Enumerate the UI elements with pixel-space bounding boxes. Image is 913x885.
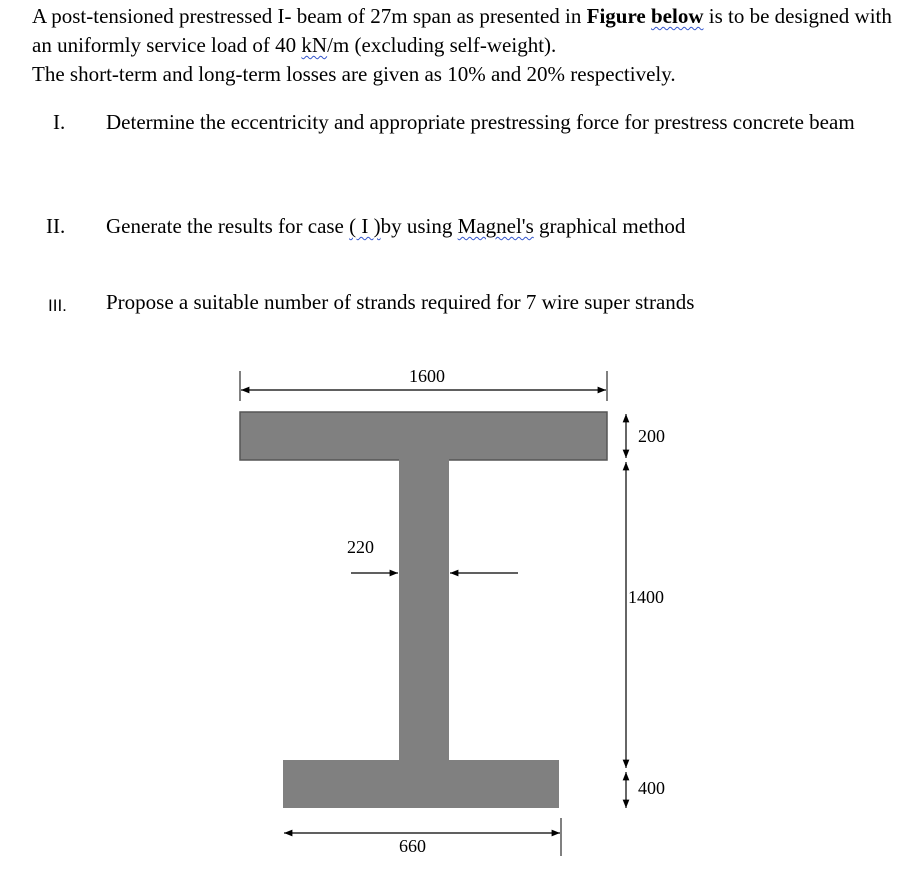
label-bottom-flange-depth: 400 bbox=[638, 778, 665, 798]
question-2-number: II. bbox=[46, 214, 66, 238]
statement-part-2: is to be designed with an uniformly service load of 40 bbox=[32, 4, 892, 57]
kn-word: kN bbox=[301, 33, 328, 57]
bottom-flange bbox=[283, 760, 559, 808]
statement-part-3: /m (excluding self-weight). bbox=[327, 33, 557, 57]
question-2-part-b: by using bbox=[380, 214, 458, 238]
magnel-word: Magnel's bbox=[457, 214, 534, 238]
case-reference: ( I ) bbox=[349, 214, 381, 238]
dimension-vertical bbox=[626, 414, 665, 808]
dimension-top-flange-width bbox=[240, 366, 607, 401]
top-flange bbox=[240, 412, 607, 460]
question-1-text: Determine the eccentricity and appropriate prestressing force for prestress concrete beam bbox=[106, 110, 855, 134]
question-1-number: I. bbox=[53, 110, 66, 134]
label-top-flange-depth: 200 bbox=[638, 426, 665, 446]
below-word: below bbox=[650, 4, 704, 28]
question-3-text: Propose a suitable number of strands required for 7 wire super strands bbox=[106, 290, 695, 314]
i-beam-section bbox=[240, 412, 607, 808]
statement-part-1: A post-tensioned prestressed I- beam of 27m span as presented in bbox=[32, 4, 587, 28]
web bbox=[399, 459, 449, 761]
question-3-number: III. bbox=[48, 296, 67, 315]
question-2-part-c: graphical method bbox=[533, 214, 686, 238]
statement-part-4: The short-term and long-term losses are given as 10% and 20% respectively. bbox=[32, 62, 676, 86]
label-bottom-flange-width: 660 bbox=[399, 836, 426, 856]
figure-word: Figure bbox=[586, 4, 646, 28]
label-web-thickness: 220 bbox=[347, 537, 374, 557]
dimension-bottom-flange-width bbox=[284, 818, 561, 856]
label-top-flange-width: 1600 bbox=[409, 366, 445, 386]
label-web-depth: 1400 bbox=[628, 587, 664, 607]
question-2-part-a: Generate the results for case bbox=[106, 214, 350, 238]
